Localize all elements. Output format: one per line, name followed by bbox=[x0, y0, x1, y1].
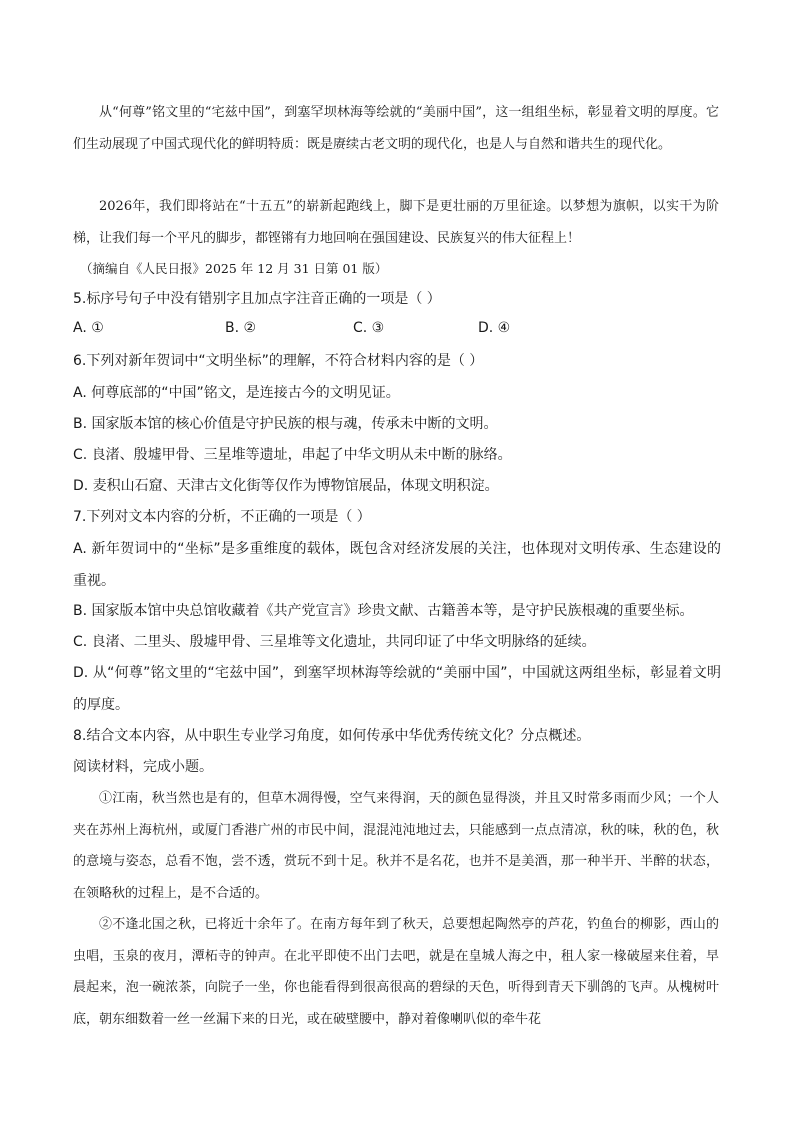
question-7-option-d: D. 从“何尊”铭文里的“宅兹中国”，到塞罕坝林海等绘就的“美丽中国”，中国就这两组坐标，彰显着文明的厚度。 bbox=[73, 665, 721, 713]
passage-source: （摘编自《人民日报》2025 年 12 月 31 日第 01 版） bbox=[80, 261, 388, 276]
passage-paragraph-new-year: 2026年，我们即将站在“十五五”的崭新起跑线上，脚下是更壮丽的万里征途。以梦想为旗帜，以实干为阶梯，让我们每一个平凡的脚步，都铿锵有力地回响在强国建设、民族复兴的伟大征程上！ bbox=[73, 199, 719, 246]
reading-intro: 阅读材料，完成小题。 bbox=[73, 759, 213, 775]
question-5-options bbox=[73, 318, 721, 344]
passage-paragraph-coordinates: 从“何尊”铭文里的“宅兹中国”，到塞罕坝林海等绘就的“美丽中国”，这一组组坐标，彰显着文明的厚度。它们生动展现了中国式现代化的鲜明特质：既是赓续古老文明的现代化，也是人与自然和谐共生的现代化。 bbox=[73, 105, 719, 152]
question-5-option-d: D. ④ bbox=[478, 320, 511, 336]
question-7-option-c: C. 良渚、二里头、殷墟甲骨、三星堆等文化遗址，共同印证了中华文明脉络的延续。 bbox=[73, 634, 596, 650]
question-6-option-d: D. 麦积山石窟、天津古文化街等仅作为博物馆展品，体现文明积淀。 bbox=[73, 478, 499, 494]
question-6-option-b: B. 国家版本馆的核心价值是守护民族的根与魂，传承未中断的文明。 bbox=[73, 416, 498, 432]
question-8-stem: 8.结合文本内容，从中职生专业学习角度，如何传承中华优秀传统文化？分点概述。 bbox=[73, 728, 591, 744]
reading-paragraph-2: ②不逢北国之秋，已将近十余年了。在南方每年到了秋天，总要想起陶然亭的芦花，钓鱼台的柳影，西山的虫唱，玉泉的夜月，潭柘寺的钟声。在北平即使不出门去吧，就是在皇城人海之中，租人家一椽破屋来住着，早晨起来，泡一碗浓茶，向院子一坐，你也能看得到很高很高的碧绿的天色，听得到青天下驯鸽的飞声。从槐树叶底，朝东细数着一丝一丝漏下来的日光，或在破壁腰中，静对着像喇叭似的牵牛花 bbox=[73, 917, 719, 1027]
question-6-option-a: A. 何尊底部的“中国”铭文，是连接古今的文明见证。 bbox=[73, 385, 400, 401]
question-7-option-b: B. 国家版本馆中央总馆收藏着《共产党宣言》珍贵文献、古籍善本等，是守护民族根魂的重要坐标。 bbox=[73, 603, 694, 619]
question-7-stem: 7.下列对文本内容的分析，不正确的一项是（ ） bbox=[73, 509, 371, 525]
question-6-stem: 6.下列对新年贺词中“文明坐标”的理解，不符合材料内容的是（ ） bbox=[73, 353, 484, 369]
question-7-option-a: A. 新年贺词中的“坐标”是多重维度的载体，既包含对经济发展的关注，也体现对文明传承、生态建设的重视。 bbox=[73, 541, 721, 589]
question-5-option-b: B. ② bbox=[225, 320, 257, 336]
question-5-option-a: A. ① bbox=[73, 320, 104, 336]
question-5-stem: 5.标序号句子中没有错别字且加点字注音正确的一项是（ ） bbox=[73, 291, 441, 307]
question-6-option-c: C. 良渚、殷墟甲骨、三星堆等遗址，串起了中华文明从未中断的脉络。 bbox=[73, 447, 512, 463]
reading-paragraph-1: ①江南，秋当然也是有的，但草木凋得慢，空气来得润，天的颜色显得淡，并且又时常多雨而少风；一个人夹在苏州上海杭州，或厦门香港广州的市民中间，混混沌沌地过去，只能感到一点点清凉，秋的味，秋的色，秋的意境与姿态，总看不饱，尝不透，赏玩不到十足。秋并不是名花，也并不是美酒，那一种半开、半醉的状态，在领略秋的过程上，是不合适的。 bbox=[73, 791, 719, 901]
question-5-option-c: C. ③ bbox=[353, 320, 385, 336]
